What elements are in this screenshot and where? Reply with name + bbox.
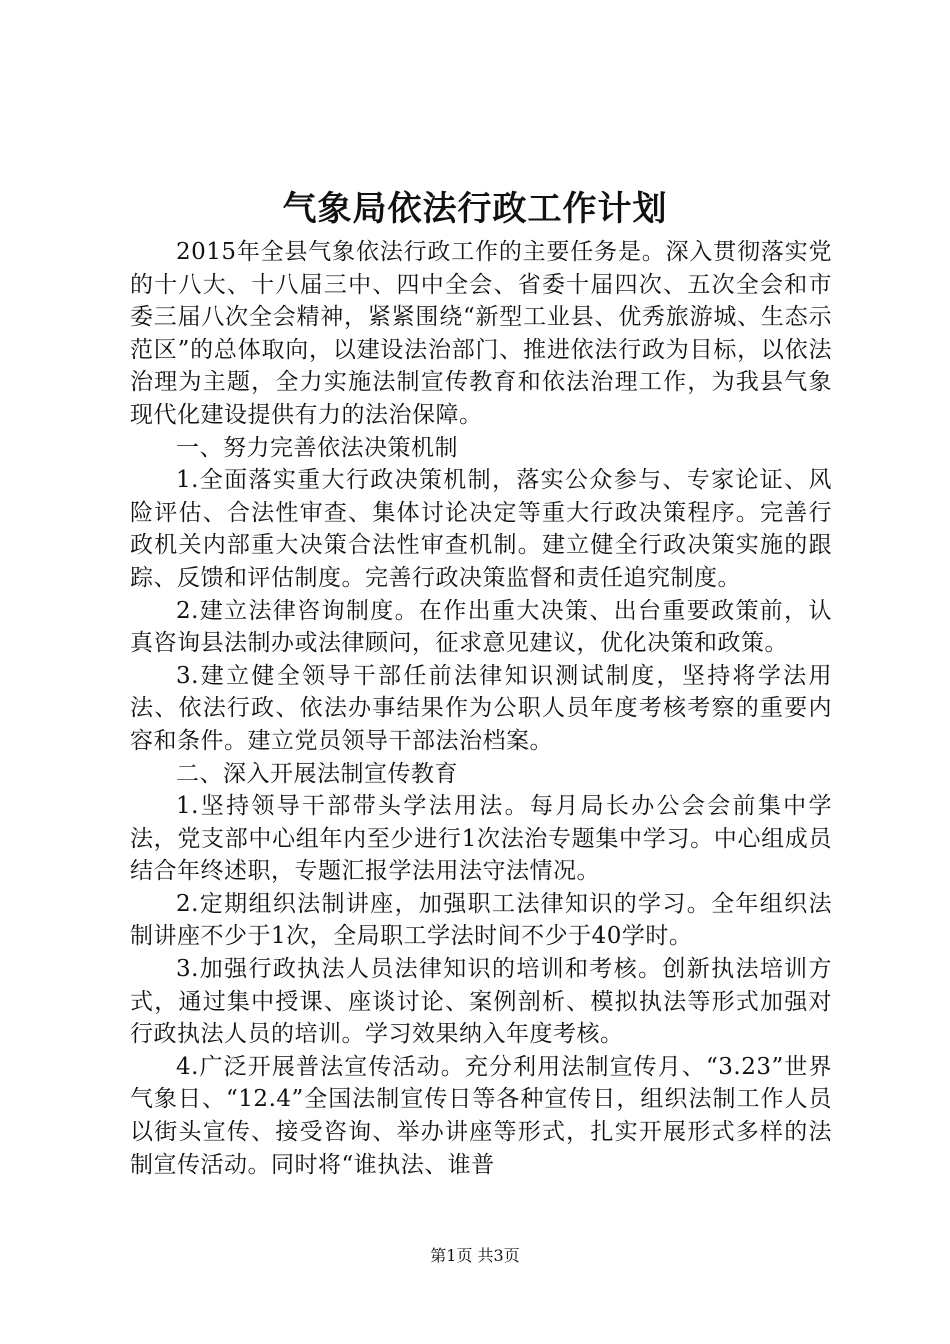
section-heading-1: 一、努力完善依法决策机制 (176, 434, 458, 461)
section-1-item-1: 1.全面落实重大行政决策机制，落实公众参与、专家论证、风险评估、合法性审查、集体讨论决定等重大行政决策程序。完善行政机关内部重大决策合法性审查机制。建立健全行政决策实施的跟踪、反馈和评估制度。完善行政决策监督和责任追究制度。 (130, 467, 832, 591)
section-1-item-3: 3.建立健全领导干部任前法律知识测试制度，坚持将学法用法、依法行政、依法办事结果作为公职人员年度考核考察的重要内容和条件。建立党员领导干部法治档案。 (130, 662, 832, 754)
section-2-item-1: 1.坚持领导干部带头学法用法。每月局长办公会会前集中学法，党支部中心组年内至少进行1次法治专题集中学习。中心组成员结合年终述职，专题汇报学法用法守法情况。 (130, 793, 832, 885)
section-2-item-2: 2.定期组织法制讲座，加强职工法律知识的学习。全年组织法制讲座不少于1次，全局职工学法时间不少于40学时。 (130, 890, 832, 950)
document-body (130, 236, 832, 1181)
intro-paragraph: 2015年全县气象依法行政工作的主要任务是。深入贯彻落实党的十八大、十八届三中、四中全会、省委十届四次、五次全会和市委三届八次全会精神，紧紧围绕“新型工业县、优秀旅游城、生态示范区”的总体取向，以建设法治部门、推进依法行政为目标，以依法治理为主题，全力实施法制宣传教育和依法治理工作，为我县气象现代化建设提供有力的法治保障。 (130, 239, 832, 428)
section-1-item-2: 2.建立法律咨询制度。在作出重大决策、出台重要政策前，认真咨询县法制办或法律顾问，征求意见建议，优化决策和政策。 (130, 597, 832, 657)
page-footer: 第1页 共3页 (430, 1246, 520, 1265)
section-heading-2: 二、深入开展法制宣传教育 (176, 760, 458, 787)
section-2-item-4: 4.广泛开展普法宣传活动。充分利用法制宣传月、“3.23”世界气象日、“12.4”全国法制宣传日等各种宣传日，组织法制工作人员以街头宣传、接受咨询、举办讲座等形式，扎实开展形式多样的法制宣传活动。同时将“谁执法、谁普 (130, 1053, 832, 1178)
document-title: 气象局依法行政工作计划 (282, 189, 668, 229)
section-2-item-3: 3.加强行政执法人员法律知识的培训和考核。创新执法培训方式，通过集中授课、座谈讨论、案例剖析、模拟执法等形式加强对行政执法人员的培训。学习效果纳入年度考核。 (130, 956, 832, 1048)
